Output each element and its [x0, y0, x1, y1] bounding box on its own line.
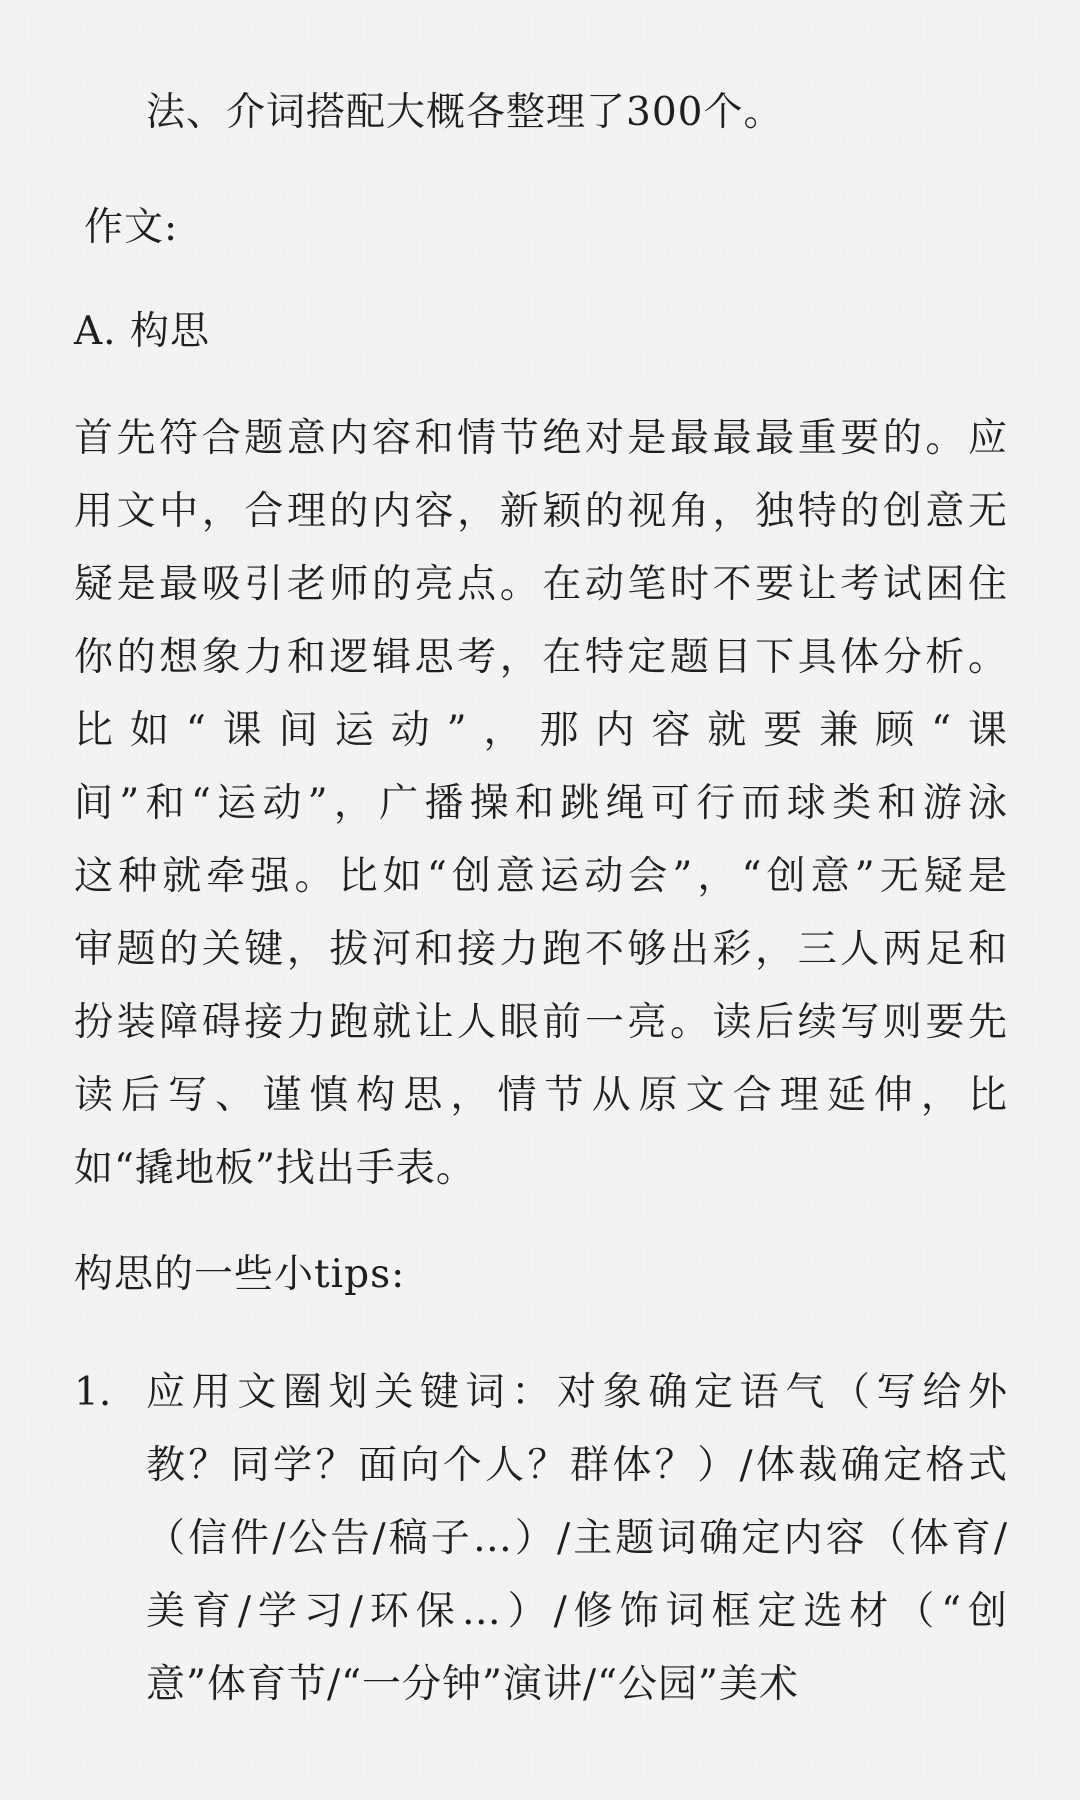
- body-paragraph: [74, 402, 1008, 1205]
- paragraph-line: 你的想象力和逻辑思考，在特定题目下具体分析。: [74, 635, 1008, 680]
- tips-heading: 构思的一些小tips:: [74, 1252, 406, 1297]
- section-heading-a: A. 构思: [74, 309, 210, 354]
- paragraph-line: 审题的关键，拔河和接力跑不够出彩，三人两足和: [74, 927, 1008, 972]
- section-heading-zuowen: 作文:: [84, 205, 179, 250]
- list-item-body: [146, 1356, 1008, 1721]
- list-item-line: 教？同学？面向个人？群体？）/体裁确定格式: [146, 1443, 1008, 1488]
- list-item-number: 1.: [74, 1370, 112, 1415]
- paragraph-line: 用文中，合理的内容，新颖的视角，独特的创意无: [74, 489, 1008, 534]
- paragraph-line: 间”和“运动”，广播操和跳绳可行而球类和游泳: [74, 781, 1008, 826]
- list-item-line: 美育/学习/环保…）/修饰词框定选材（“创: [146, 1589, 1008, 1634]
- list-item-line: 应用文圈划关键词：对象确定语气（写给外: [146, 1370, 1008, 1415]
- paragraph-line: 读后写、谨慎构思，情节从原文合理延伸，比: [74, 1073, 1008, 1118]
- list-item-line: （信件/公告/稿子…）/主题词确定内容（体育/: [146, 1516, 1008, 1561]
- paragraph-line: 比如“课间运动”，那内容就要兼顾“课: [74, 708, 1008, 753]
- paragraph-line: 疑是最吸引老师的亮点。在动笔时不要让考试困住: [74, 562, 1008, 607]
- paragraph-line: 扮装障碍接力跑就让人眼前一亮。读后续写则要先: [74, 1000, 1008, 1045]
- paragraph-line: 如“撬地板”找出手表。: [74, 1146, 476, 1191]
- intro-line: 法、介词搭配大概各整理了300个。: [146, 90, 784, 135]
- paragraph-line: 这种就牵强。比如“创意运动会”，“创意”无疑是: [74, 854, 1008, 899]
- list-item-line: 意”体育节/“一分钟”演讲/“公园”美术: [146, 1662, 799, 1707]
- paragraph-line: 首先符合题意内容和情节绝对是最最最重要的。应: [74, 416, 1008, 461]
